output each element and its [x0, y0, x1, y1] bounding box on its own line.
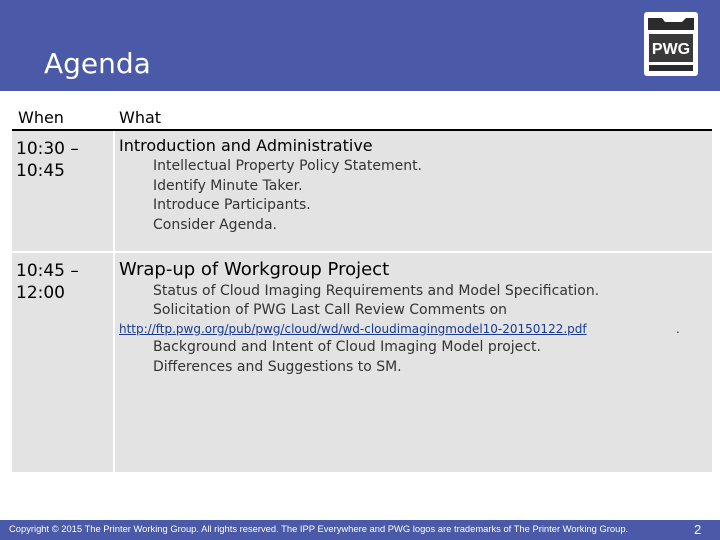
- row-topic: Introduction and Administrative: [119, 136, 373, 155]
- link-suffix: .: [676, 322, 680, 336]
- column-header-what: What: [119, 108, 162, 127]
- row-topic: Wrap-up of Workgroup Project: [119, 259, 390, 280]
- slide-title: Agenda: [44, 47, 151, 80]
- agenda-item: Differences and Suggestions to SM.: [153, 359, 402, 375]
- column-header-when: When: [18, 108, 64, 127]
- agenda-item: Introduce Participants.: [153, 197, 311, 213]
- logo-text: PWG: [651, 41, 691, 58]
- row-time: 10:30 – 10:45: [16, 139, 79, 181]
- agenda-item: Solicitation of PWG Last Call Review Comments on: [153, 302, 508, 318]
- row-time: 10:45 – 12:00: [16, 261, 79, 303]
- slide-header: [0, 0, 720, 91]
- agenda-item: Status of Cloud Imaging Requirements and Model Specification.: [153, 283, 600, 299]
- agenda-item: Identify Minute Taker.: [153, 178, 303, 194]
- spec-link[interactable]: http://ftp.pwg.org/pub/pwg/cloud/wd/wd-cloudimagingmodel10-20150122.pdf: [119, 322, 587, 336]
- column-divider: [113, 131, 115, 472]
- copyright-notice: Copyright © 2015 The Printer Working Group. All rights reserved. The IPP Everywhere and PWG logos are trademarks of The Printer Working Group.: [9, 523, 629, 534]
- agenda-item: Background and Intent of Cloud Imaging Model project.: [153, 339, 541, 355]
- agenda-item: Consider Agenda.: [153, 217, 277, 233]
- page-number: 2: [694, 522, 702, 537]
- agenda-item: Intellectual Property Policy Statement.: [153, 158, 423, 174]
- pwg-logo: [642, 10, 700, 78]
